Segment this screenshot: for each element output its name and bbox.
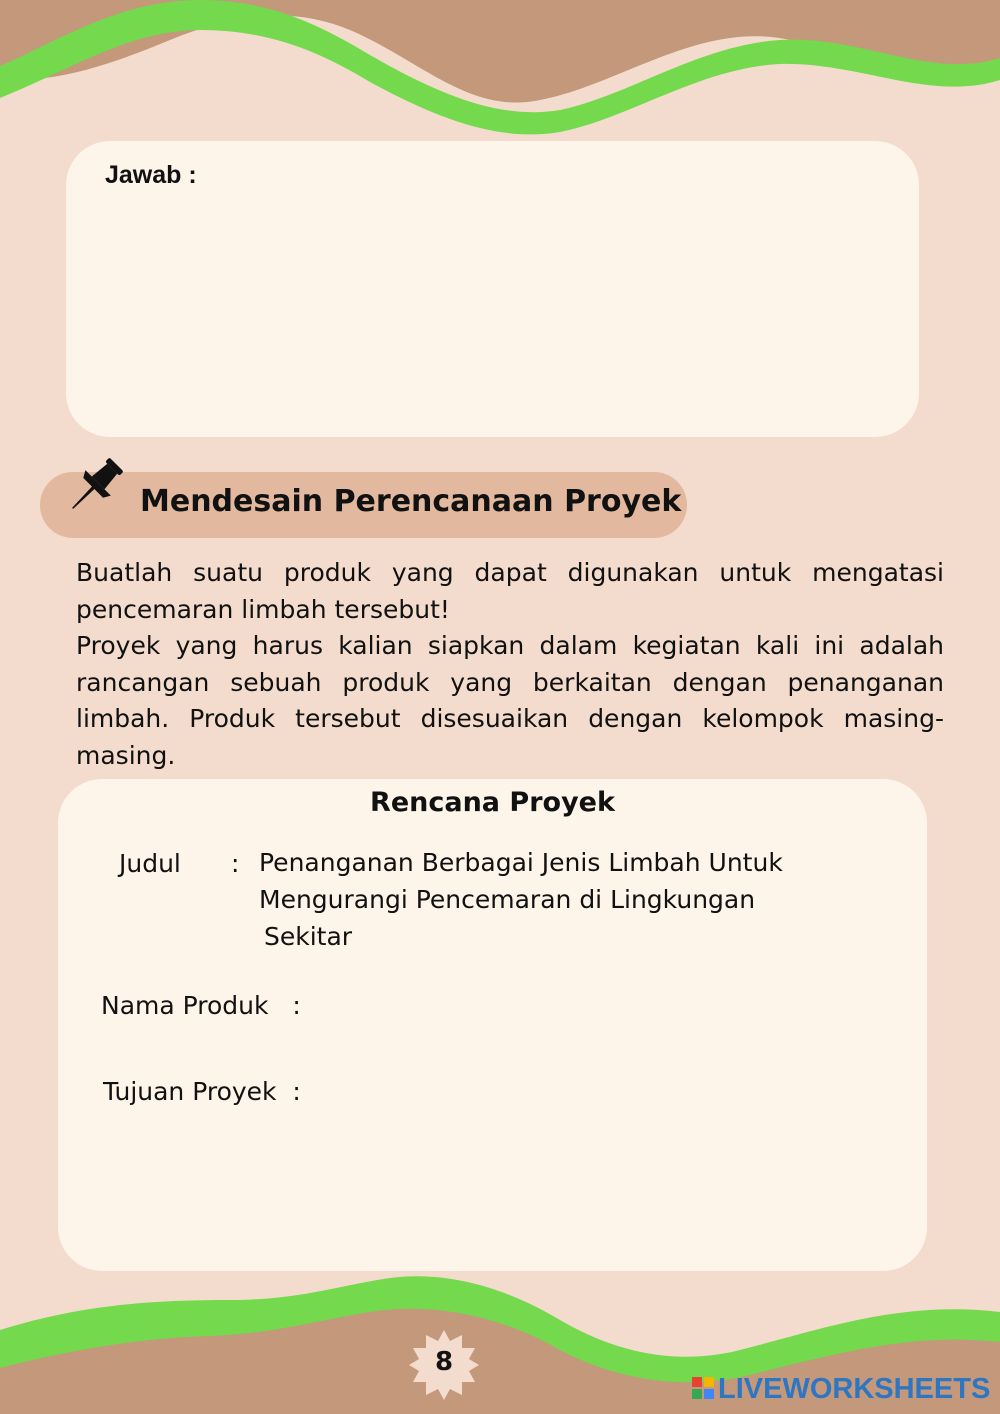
instruction-paragraph-2: Proyek yang harus kalian siapkan dalam kegiatan kali ini adalah rancangan sebuah produk yang berkaitan dengan penanganan limbah. Produk tersebut disesuaikan dengan kelompok masing-masing. (76, 631, 944, 770)
title-label: Judul (119, 849, 181, 878)
liveworksheets-brand[interactable] (692, 1374, 990, 1404)
project-purpose-label: Tujuan Proyek : (103, 1077, 301, 1106)
title-colon: : (231, 849, 240, 878)
plan-heading: Rencana Proyek (370, 787, 615, 818)
product-name-label: Nama Produk : (101, 991, 301, 1020)
page-number: 8 (434, 1347, 454, 1377)
answer-label: Jawab : (105, 161, 197, 189)
project-plan-card (58, 779, 927, 1271)
answer-box[interactable] (66, 141, 919, 437)
brand-text: LIVEWORKSHEETS (718, 1372, 991, 1405)
pushpin-icon (66, 454, 126, 516)
title-value-line-3: Sekitar (264, 922, 353, 951)
instruction-paragraph-1: Buatlah suatu produk yang dapat digunakan untuk mengatasi pencemaran limbah tersebut! (76, 558, 944, 624)
top-wave-decoration (0, 0, 1000, 140)
instructions-text (76, 555, 944, 774)
title-value-line-1: Penanganan Berbagai Jenis Limbah Untuk (259, 848, 783, 877)
title-value-line-2: Mengurangi Pencemaran di Lingkungan (259, 885, 756, 914)
section-title: Mendesain Perencanaan Proyek (140, 484, 682, 519)
liveworksheets-logo-icon (692, 1377, 714, 1401)
